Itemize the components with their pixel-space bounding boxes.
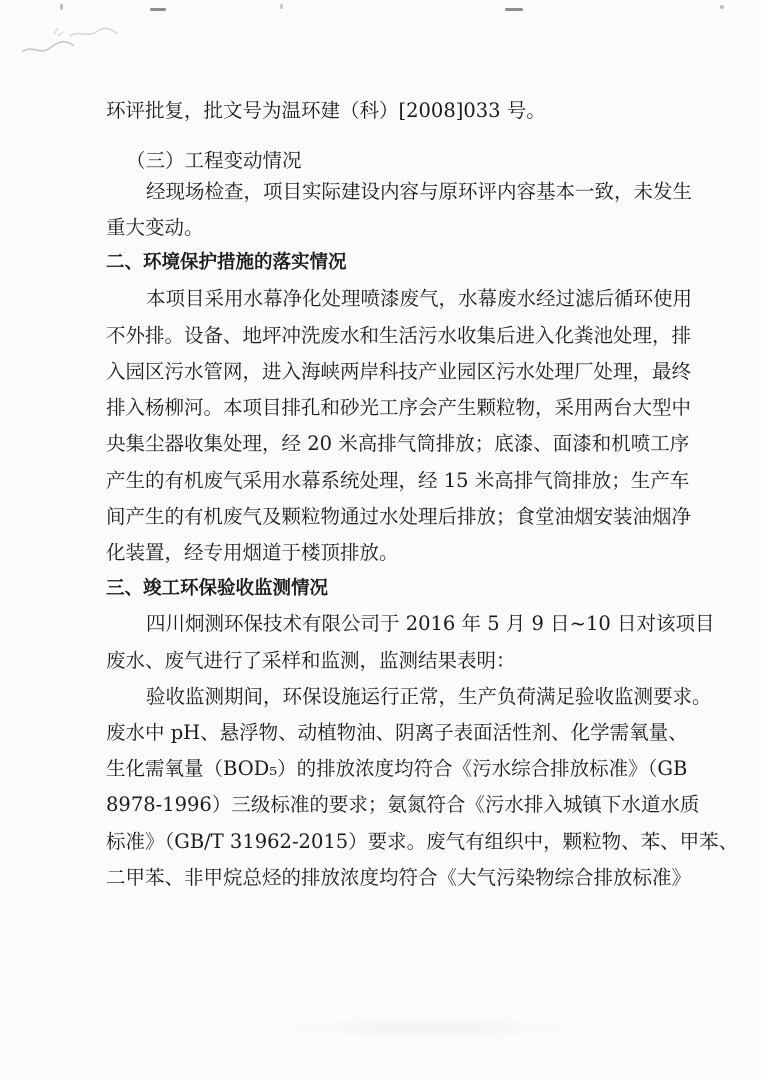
text-line: 重大变动。 — [106, 216, 204, 239]
section-heading: 二、环境保护措施的落实情况 — [106, 252, 347, 273]
text-line: 间产生的有机废气及颗粒物通过水处理后排放；食堂油烟安装油烟净 — [106, 505, 692, 528]
scan-mark — [720, 5, 724, 9]
text-line: 环评批复，批文号为温环建（科）[2008]033 号。 — [106, 99, 546, 122]
text-line: 二甲苯、非甲烷总烃的排放浓度均符合《大气污染物综合排放标准》 — [106, 866, 692, 889]
subsection-title: （三）工程变动情况 — [126, 149, 302, 172]
text-line: 排入杨柳河。本项目排孔和砂光工序会产生颗粒物，采用两台大型中 — [106, 396, 692, 419]
text-line: 8978-1996）三级标准的要求；氨氮符合《污水排入城镇下水道水质 — [106, 793, 700, 816]
scan-mark — [150, 8, 166, 11]
scan-mark — [505, 8, 523, 11]
text-line: 废水中 pH、悬浮物、动植物油、阴离子表面活性剂、化学需氧量、 — [106, 721, 688, 744]
text-line: 生化需氧量（BOD₅）的排放浓度均符合《污水综合排放标准》（GB — [106, 757, 688, 780]
section-heading: 三、竣工环保验收监测情况 — [106, 578, 329, 599]
text-line: 标准》（GB/T 31962-2015）要求。废气有组织中，颗粒物、苯、甲苯、 — [106, 830, 739, 853]
text-line: 本项目采用水幕净化处理喷漆废气，水幕废水经过滤后循环使用 — [146, 287, 693, 310]
text-line: 经现场检查，项目实际建设内容与原环评内容基本一致，未发生 — [146, 180, 693, 203]
text-line: 央集尘器收集处理，经 20 米高排气筒排放；底漆、面漆和机喷工序 — [106, 432, 690, 455]
scan-smudge — [280, 1018, 580, 1038]
text-line: 化装置，经专用烟道于楼顶排放。 — [106, 541, 399, 564]
text-line: 四川炯测环保技术有限公司于 2016 年 5 月 9 日~10 日对该项目 — [146, 612, 715, 635]
scan-mark — [60, 4, 63, 10]
text-line: 入园区污水管网，进入海峡两岸科技产业园区污水处理厂处理，最终 — [106, 360, 692, 383]
text-line: 产生的有机废气采用水幕系统处理，经 15 米高排气筒排放；生产车 — [106, 469, 690, 492]
text-line: 废水、废气进行了采样和监测，监测结果表明： — [106, 649, 516, 672]
text-line: 不外排。设备、地坪冲洗废水和生活污水收集后进入化粪池处理，排 — [106, 324, 692, 347]
handwriting-scribble-icon — [18, 22, 128, 60]
text-line: 验收监测期间，环保设施运行正常，生产负荷满足验收监测要求。 — [146, 685, 712, 708]
scan-mark — [280, 4, 283, 9]
